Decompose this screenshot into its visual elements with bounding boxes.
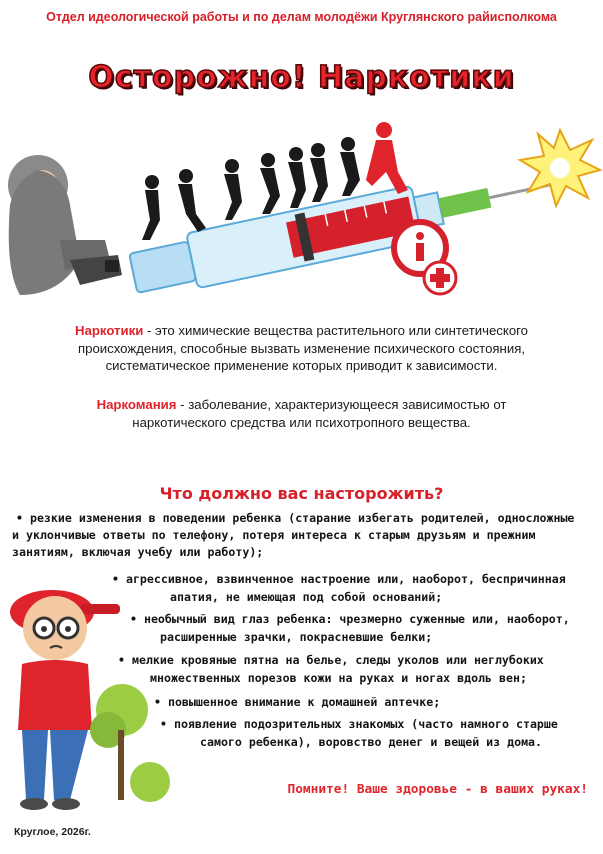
list-item: • необычный вид глаз ребенка: чрезмерно суженные или, наоборот,: [130, 612, 570, 626]
boy-cartoon-icon: [0, 560, 180, 820]
list-item: • появление подозрительных знакомых (часто намного старше: [160, 717, 558, 731]
narcotics-definition: [28, 322, 575, 375]
addiction-definition: [28, 396, 575, 431]
hooded-person-icon: [8, 155, 122, 295]
narcotics-text-3: систематическое применение которых приводит к зависимости.: [105, 358, 498, 373]
addiction-text-1: - заболевание, характеризующееся зависимостью от: [176, 397, 507, 412]
list-item: • резкие изменения в поведении ребенка (старание избегать родителей, односложные: [16, 511, 575, 525]
remember-slogan: Помните! Ваше здоровье - в ваших руках!: [287, 782, 588, 797]
explosion-icon: [520, 130, 600, 206]
addiction-text-2: наркотического средства или психотропного вещества.: [132, 414, 471, 430]
list-item: апатия, не имеющая под собой оснований;: [170, 590, 443, 604]
syringe-illustration: [0, 110, 603, 310]
narcotics-text-2: происхождения, способные вызвать изменение психического состояния,: [77, 340, 526, 356]
list-item: расширенные зрачки, покрасневшие белки;: [160, 630, 433, 644]
page-title: Осторожно! Наркотики: [88, 60, 515, 95]
list-item: множественных порезов кожи на руках и ногах вдоль вен;: [150, 671, 527, 685]
list-item: • повышенное внимание к домашней аптечке;: [154, 695, 441, 709]
list-item: и уклончивые ответы по телефону, потеря интереса к старым друзьям и прежним: [12, 528, 536, 542]
narcotics-text-1: - это химические вещества растительного или синтетического: [143, 323, 529, 338]
footer-place-date: Круглое, 2026г.: [14, 826, 91, 838]
narcotics-term: Наркотики: [74, 323, 144, 338]
list-item: • мелкие кровяные пятна на белье, следы уколов или неглубоких: [118, 653, 544, 667]
warning-title: Что должно вас насторожить?: [159, 484, 444, 503]
organization-header: Отдел идеологической работы и по делам молодёжи Круглянского райисполкома: [46, 10, 557, 24]
info-medical-icon: [394, 222, 456, 294]
list-item: самого ребенка), воровство денег и вещей из дома.: [200, 735, 543, 749]
addiction-term: Наркомания: [96, 397, 177, 412]
list-item: занятиям, включая учебу или работу);: [12, 545, 264, 559]
list-item: • агрессивное, взвинченное настроение или, наоборот, беспричинная: [112, 572, 566, 586]
